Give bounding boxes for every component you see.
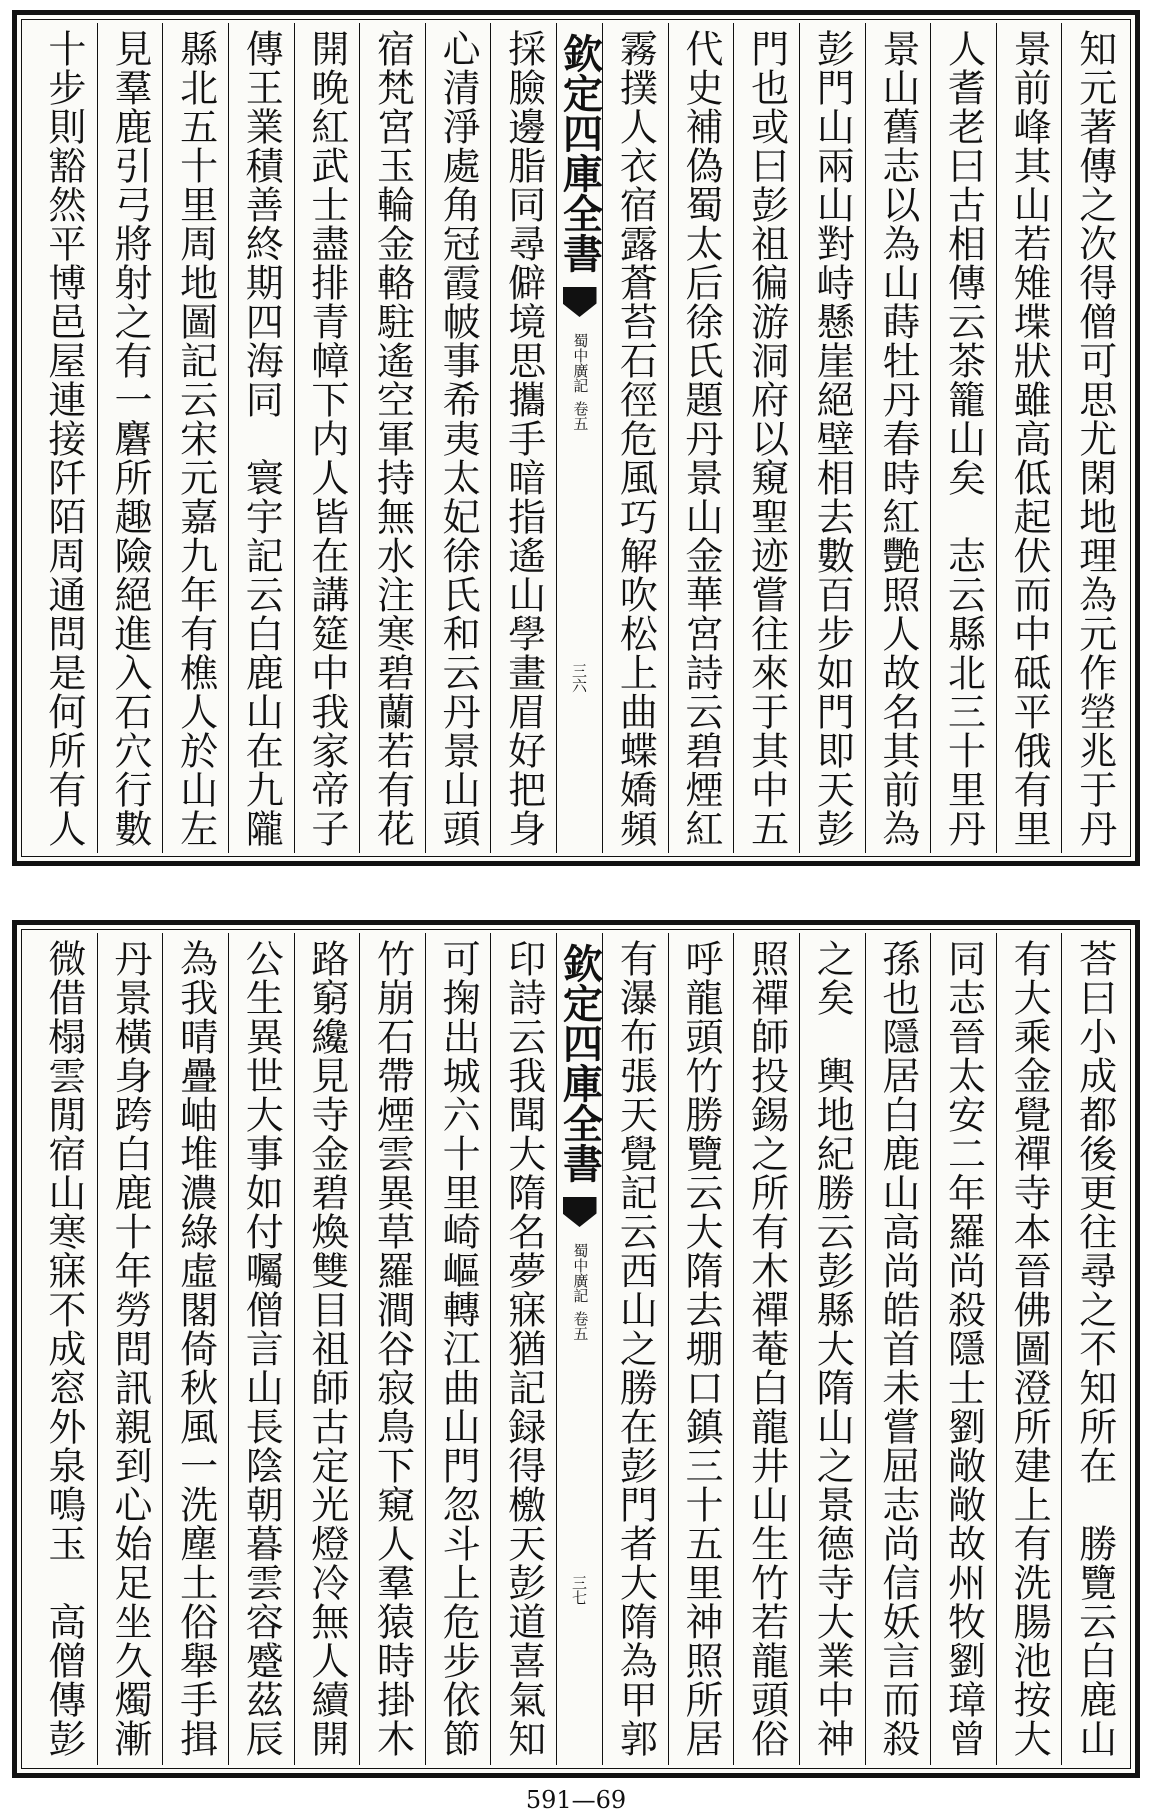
column-text: 彭門山兩山對峙懸崖絕壁相去數百步如門即天彭 [810, 29, 855, 848]
text-column [97, 23, 163, 853]
text-column [359, 23, 425, 853]
center-gutter [556, 933, 602, 1765]
text-column [31, 23, 97, 853]
column-text: 公生異世大事如付囑僧言山長陰朝暮雲容蹙茲辰 [239, 939, 284, 1758]
text-column [425, 23, 491, 853]
column-text: 見羣鹿引弓將射之有一麏所趣險絕進入石穴行數 [107, 29, 152, 848]
text-column [930, 23, 996, 853]
folio-number: 591—69 [525, 1786, 627, 1814]
column-text: 景前峰其山若雉堞狀雖高低起伏而中砥平俄有里 [1007, 29, 1052, 848]
lower-text-columns [25, 933, 1127, 1765]
text-column [799, 23, 865, 853]
text-column [602, 23, 668, 853]
gutter-book-title: 蜀中廣記 [571, 1243, 590, 1303]
text-column [294, 23, 360, 853]
column-text: 竹崩石帶煙雲異草羅澗谷寂鳥下窺人羣猿時掛木 [370, 939, 415, 1758]
upper-text-columns [25, 23, 1127, 853]
text-column [31, 933, 97, 1765]
column-text: 微借榻雲閒宿山寒寐不成窓外泉鳴玉 高僧傳彭 [41, 939, 86, 1758]
column-text: 照禪師投錫之所有木禪菴白龍井山生竹若龍頭俗 [744, 939, 789, 1758]
text-column [228, 23, 294, 853]
column-text: 荅曰小成都後更往尋之不知所在 勝覽云白鹿山 [1072, 939, 1117, 1758]
text-column [668, 23, 734, 853]
text-column [162, 933, 228, 1765]
column-text: 門也或曰彭祖徧游洞府以窺聖迹嘗往來于其中五 [744, 29, 789, 848]
column-text: 採臉邊脂同尋僻境思攜手暗指遙山學畫眉好把身 [501, 29, 546, 848]
column-text: 代史補偽蜀太后徐氏題丹景山金華宮詩云碧煙紅 [678, 29, 723, 848]
column-text: 丹景橫身跨白鹿十年勞問訊親到心始足坐久燭漸 [107, 939, 152, 1758]
column-text: 霧撲人衣宿露蒼苔石徑危風巧解吹松上曲蝶嬌頻 [613, 29, 658, 848]
gutter-collection-title: 欽定四庫全書 [556, 33, 604, 273]
column-text: 路窮纔見寺金碧煥雙目祖師古定光燈冷無人續開 [304, 939, 349, 1758]
text-column [97, 933, 163, 1765]
text-column [162, 23, 228, 853]
column-text: 可掬出城六十里崎嶇轉江曲山門忽斗上危步依節 [436, 939, 481, 1758]
text-column [228, 933, 294, 1765]
fish-tail-mark-icon [563, 287, 597, 317]
text-column [1061, 933, 1127, 1765]
gutter-juan: 卷五 [571, 401, 590, 431]
upper-page [12, 10, 1140, 866]
column-text: 心清淨處角冠霞帔事希夷太妃徐氏和云丹景山頭 [436, 29, 481, 848]
column-text: 有大乘金覺禪寺本晉佛圖澄所建上有洗腸池按大 [1007, 939, 1052, 1758]
text-column [733, 23, 799, 853]
text-column [865, 23, 931, 853]
text-column [294, 933, 360, 1765]
column-text: 傳王業積善終期四海同 寰宇記云白鹿山在九隴 [239, 29, 284, 848]
column-text: 有瀑布張天覺記云西山之勝在彭門者大隋為甲郭 [613, 939, 658, 1758]
gutter-page-number: 三六 [570, 663, 588, 693]
gutter-page-number: 三七 [570, 1575, 588, 1605]
fish-tail-mark-icon [563, 1197, 597, 1227]
text-column [602, 933, 668, 1765]
text-column [490, 23, 556, 853]
column-text: 印詩云我聞大隋名夢寐猶記録得檄天彭道喜氣知 [501, 939, 546, 1758]
gutter-juan: 卷五 [571, 1311, 590, 1341]
center-gutter [556, 23, 602, 853]
text-column [1061, 23, 1127, 853]
column-text: 孫也隱居白鹿山高尚皓首未嘗屈志尚信妖言而殺 [875, 939, 920, 1758]
column-text: 之矣 輿地紀勝云彭縣大隋山之景德寺大業中神 [810, 939, 855, 1758]
column-text: 縣北五十里周地圖記云宋元嘉九年有樵人於山左 [173, 29, 218, 848]
column-text: 為我晴疊岫堆濃綠虛閣倚秋風一洗塵土俗舉手揖 [173, 939, 218, 1758]
column-text: 知元著傳之次得僧可思尤閑地理為元作塋兆于丹 [1072, 29, 1117, 848]
column-text: 人耆老曰古相傳云茶籠山矣 志云縣北三十里丹 [941, 29, 986, 848]
column-text: 宿梵宮玉輪金輅駐遙空軍持無水注寒碧蘭若有花 [370, 29, 415, 848]
column-text: 十步則豁然平博邑屋連接阡陌周通問是何所有人 [41, 29, 86, 848]
column-text: 開晚紅武士盡排青幛下内人皆在講筵中我家帝子 [304, 29, 349, 848]
column-text: 同志晉太安二年羅尚殺隱士劉敞敞故州牧劉璋曾 [941, 939, 986, 1758]
text-column [425, 933, 491, 1765]
gutter-collection-title: 欽定四庫全書 [556, 943, 604, 1183]
text-column [733, 933, 799, 1765]
text-column [996, 23, 1062, 853]
gutter-book-title: 蜀中廣記 [571, 333, 590, 393]
text-column [865, 933, 931, 1765]
column-text: 景山舊志以為山蒔牡丹春時紅艷照人故名其前為 [875, 29, 920, 848]
column-text: 呼龍頭竹勝覽云大隋去堋口鎮三十五里神照所居 [678, 939, 723, 1758]
lower-page [12, 920, 1140, 1778]
text-column [996, 933, 1062, 1765]
text-column [930, 933, 996, 1765]
text-column [799, 933, 865, 1765]
text-column [490, 933, 556, 1765]
text-column [668, 933, 734, 1765]
text-column [359, 933, 425, 1765]
